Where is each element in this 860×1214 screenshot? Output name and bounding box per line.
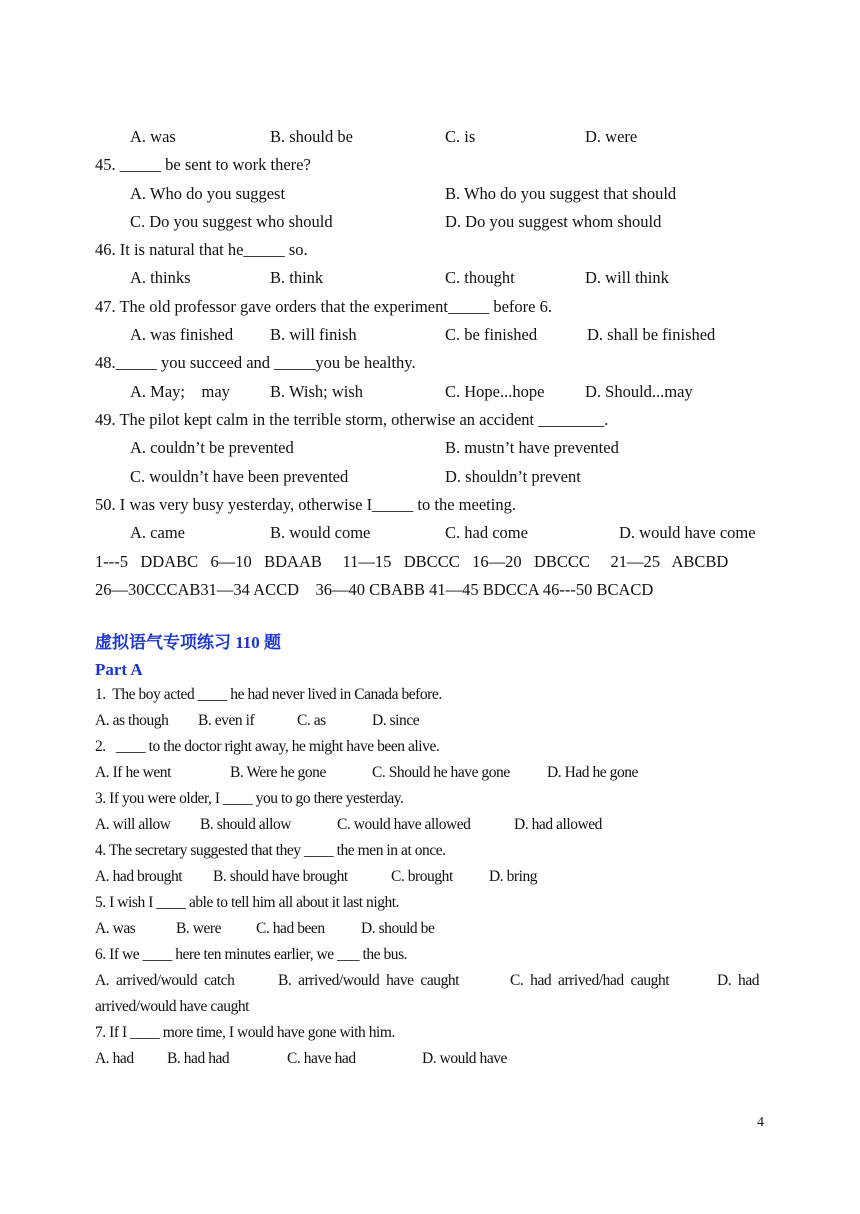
page-number: 4 — [757, 1115, 764, 1130]
q47-option-b: B. will finish — [270, 325, 357, 344]
q46-option-b: B. think — [270, 268, 324, 287]
q50-option-a: A. came — [130, 523, 185, 542]
pa-q2-option-d: D. Had he gone — [547, 764, 638, 781]
pa-q2-stem: 2. ____ to the doctor right away, he might have been alive. — [95, 738, 440, 755]
pa-q6-option-b: B. arrived/would have caught — [278, 972, 460, 989]
pa-q1-option-d: D. since — [372, 712, 420, 729]
pa-q1-stem: 1. The boy acted ____ he had never lived in Canada before. — [95, 686, 442, 703]
pa-q4-option-c: C. brought — [391, 868, 453, 885]
pa-q7-option-a: A. had — [95, 1050, 134, 1067]
q44-option-d: D. were — [585, 127, 638, 146]
pa-q4-stem: 4. The secretary suggested that they ____ the men in at once. — [95, 842, 446, 859]
answer-key-line-2: 26—30CCCAB31—34 ACCD 36—40 CBABB 41—45 BDCCA 46---50 BCACD — [95, 580, 654, 599]
q47-option-c: C. be finished — [445, 325, 538, 344]
q47-option-d: D. shall be finished — [587, 325, 716, 344]
q47-option-a: A. was finished — [130, 325, 234, 344]
q46-option-a: A. thinks — [130, 268, 191, 287]
pa-q1-option-b: B. even if — [198, 712, 255, 729]
pa-q3-option-a: A. will allow — [95, 816, 171, 833]
q48-option-b: B. Wish; wish — [270, 382, 364, 401]
q48-option-d: D. Should...may — [585, 382, 693, 401]
q50-stem: 50. I was very busy yesterday, otherwise I_____ to the meeting. — [95, 495, 516, 514]
answer-key-line-1: 1---5 DDABC 6—10 BDAAB 11—15 DBCCC 16—20 DBCCC 21—25 ABCBD — [95, 552, 729, 571]
pa-q3-option-c: C. would have allowed — [337, 816, 471, 833]
pa-q5-option-c: C. had been — [256, 920, 325, 937]
section-title: 虚拟语气专项练习 110 题 — [95, 633, 282, 652]
q46-option-d: D. will think — [585, 268, 669, 287]
pa-q4-option-a: A. had brought — [95, 868, 183, 885]
q48-stem: 48._____ you succeed and _____you be healthy. — [95, 353, 416, 372]
pa-q1-option-c: C. as — [297, 712, 326, 729]
pa-q4-option-d: D. bring — [489, 868, 538, 885]
q45-option-d: D. Do you suggest whom should — [445, 212, 662, 231]
pa-q6-option-d-cont: arrived/would have caught — [95, 998, 250, 1015]
q47-stem: 47. The old professor gave orders that the experiment_____ before 6. — [95, 297, 552, 316]
pa-q1-option-a: A. as though — [95, 712, 169, 729]
pa-q6-option-c: C. had arrived/had caught — [510, 972, 670, 989]
q50-option-d: D. would have come — [619, 523, 756, 542]
q44-option-b: B. should be — [270, 127, 353, 146]
q44-option-a: A. was — [130, 127, 176, 146]
pa-q7-option-c: C. have had — [287, 1050, 356, 1067]
q49-option-a: A. couldn’t be prevented — [130, 438, 294, 457]
pa-q4-option-b: B. should have brought — [213, 868, 348, 885]
q50-option-c: C. had come — [445, 523, 528, 542]
q49-option-d: D. shouldn’t prevent — [445, 467, 581, 486]
q45-stem: 45. _____ be sent to work there? — [95, 155, 311, 174]
q46-option-c: C. thought — [445, 268, 515, 287]
pa-q7-stem: 7. If I ____ more time, I would have gone with him. — [95, 1024, 395, 1041]
q45-option-c: C. Do you suggest who should — [130, 212, 333, 231]
q44-option-c: C. is — [445, 127, 476, 146]
pa-q7-option-b: B. had had — [167, 1050, 230, 1067]
pa-q5-stem: 5. I wish I ____ able to tell him all about it last night. — [95, 894, 400, 911]
q49-stem: 49. The pilot kept calm in the terrible storm, otherwise an accident ________. — [95, 410, 609, 429]
pa-q2-option-b: B. Were he gone — [230, 764, 326, 781]
part-title: Part A — [95, 660, 143, 679]
q48-option-a: A. May; may — [130, 382, 230, 401]
pa-q6-option-a: A. arrived/would catch — [95, 972, 235, 989]
q49-option-b: B. mustn’t have prevented — [445, 438, 619, 457]
pa-q5-option-d: D. should be — [361, 920, 435, 937]
pa-q7-option-d: D. would have — [422, 1050, 507, 1067]
pa-q3-stem: 3. If you were older, I ____ you to go there yesterday. — [95, 790, 404, 807]
pa-q6-option-d: D. had — [717, 972, 760, 989]
q48-option-c: C. Hope...hope — [445, 382, 545, 401]
pa-q3-option-d: D. had allowed — [514, 816, 602, 833]
q46-stem: 46. It is natural that he_____ so. — [95, 240, 308, 259]
pa-q2-option-c: C. Should he have gone — [372, 764, 510, 781]
q45-option-a: A. Who do you suggest — [130, 184, 286, 203]
pa-q3-option-b: B. should allow — [200, 816, 291, 833]
pa-q2-option-a: A. If he went — [95, 764, 171, 781]
q49-option-c: C. wouldn’t have been prevented — [130, 467, 349, 486]
pa-q6-stem: 6. If we ____ here ten minutes earlier, we ___ the bus. — [95, 946, 408, 963]
q45-option-b: B. Who do you suggest that should — [445, 184, 677, 203]
q50-option-b: B. would come — [270, 523, 371, 542]
pa-q5-option-b: B. were — [176, 920, 222, 937]
pa-q5-option-a: A. was — [95, 920, 136, 937]
